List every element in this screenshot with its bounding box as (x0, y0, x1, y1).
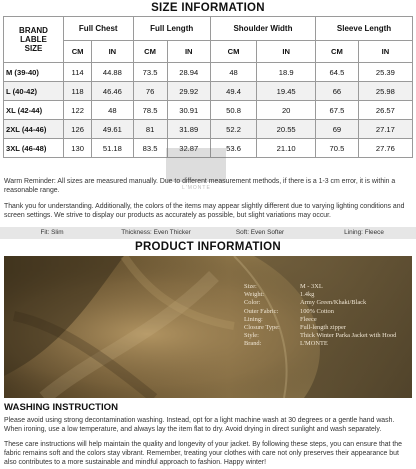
size-value-cell: 66 (316, 82, 359, 101)
spec-row (244, 283, 412, 291)
size-value-cell: 67.5 (316, 101, 359, 120)
size-table (3, 16, 413, 158)
spec-value: Fleece (300, 315, 317, 323)
feature-bar (0, 227, 416, 239)
size-label: 3XL (46-48) (4, 139, 64, 158)
size-value-cell: 64.5 (316, 63, 359, 82)
brand-label-size-header: BRAND LABLE SIZE (4, 17, 64, 63)
spec-value: L'MONTE (300, 340, 328, 348)
size-value-cell: 25.98 (358, 82, 412, 101)
size-value-cell: 32.87 (167, 139, 210, 158)
spec-value: 1.4kg (300, 291, 315, 299)
warm-reminder-text: Warm Reminder: All sizes are measured manually. Due to different measurement methods, if there is a 1-3 cm error, it is within a reasonable range. (4, 178, 396, 194)
unit-in: IN (167, 41, 210, 63)
size-value-cell: 73.5 (133, 63, 167, 82)
size-value-cell: 52.2 (210, 120, 256, 139)
size-value-cell: 48 (210, 63, 256, 82)
unit-cm: CM (133, 41, 167, 63)
spec-key: Lining: (244, 315, 263, 323)
size-row (4, 82, 413, 101)
size-value-cell: 53.6 (210, 139, 256, 158)
size-value-cell: 114 (64, 63, 92, 82)
size-value-cell: 78.5 (133, 101, 167, 120)
size-row (4, 101, 413, 120)
size-value-cell: 18.9 (257, 63, 316, 82)
size-value-cell: 50.8 (210, 101, 256, 120)
size-value-cell: 130 (64, 139, 92, 158)
washing-instruction-title: WASHING INSTRUCTION (4, 402, 119, 413)
size-label: L (40-42) (4, 82, 64, 101)
size-value-cell: 49.4 (210, 82, 256, 101)
size-label: XL (42-44) (4, 101, 64, 120)
size-value-cell: 25.39 (358, 63, 412, 82)
size-value-cell: 46.46 (92, 82, 133, 101)
spec-key: Weight: (244, 291, 265, 299)
size-label: M (39-40) (4, 63, 64, 82)
feature-soft: Soft: Even Softer (235, 229, 285, 236)
spec-row (244, 324, 412, 332)
size-row (4, 63, 413, 82)
product-information-title: PRODUCT INFORMATION (134, 241, 282, 253)
size-value-cell: 49.61 (92, 120, 133, 139)
fleece-lining-photo (4, 256, 412, 398)
unit-in: IN (257, 41, 316, 63)
thanks-note-text: Thank you for understanding. Additionally, the colors of the items may appear slightly different due to varying lighting conditions and screen settings. We strive to display our products as accurately as possible, but slight variations may occur. (4, 203, 405, 219)
spec-key: Closure Type: (244, 324, 280, 332)
unit-cm: CM (64, 41, 92, 63)
size-value-cell: 81 (133, 120, 167, 139)
watermark-logo: L'MONTE (166, 148, 226, 182)
spec-key: Size: (244, 283, 257, 290)
unit-in: IN (358, 41, 412, 63)
unit-in: IN (92, 41, 133, 63)
spec-key: Brand: (244, 340, 262, 348)
shoulder-width-header: Shoulder Width (210, 17, 315, 41)
spec-value: M - 3XL (300, 283, 323, 290)
spec-row (244, 340, 412, 348)
size-value-cell: 31.89 (167, 120, 210, 139)
size-value-cell: 20 (257, 101, 316, 120)
unit-cm: CM (210, 41, 256, 63)
size-value-cell: 83.5 (133, 139, 167, 158)
spec-key: Color: (244, 299, 261, 307)
size-value-cell: 126 (64, 120, 92, 139)
size-value-cell: 69 (316, 120, 359, 139)
size-value-cell: 20.55 (257, 120, 316, 139)
size-value-cell: 122 (64, 101, 92, 120)
spec-value: 100% Cotton (300, 307, 334, 315)
spec-row (244, 316, 412, 324)
product-spec-list (244, 283, 412, 349)
size-value-cell: 44.88 (92, 63, 133, 82)
spec-row (244, 332, 412, 340)
size-value-cell: 21.10 (257, 139, 316, 158)
size-row (4, 120, 413, 139)
size-information-title: SIZE INFORMATION (151, 2, 265, 14)
full-chest-header: Full Chest (64, 17, 134, 41)
spec-row (244, 291, 412, 299)
size-value-cell: 27.17 (358, 120, 412, 139)
size-value-cell: 27.76 (358, 139, 412, 158)
sleeve-length-header: Sleeve Length (316, 17, 413, 41)
feature-lining: Lining: Fleece (344, 229, 384, 236)
size-value-cell: 19.45 (257, 82, 316, 101)
feature-fit: Fit: Slim (40, 229, 64, 236)
spec-value: Army Green/Khaki/Black (300, 299, 367, 307)
size-value-cell: 48 (92, 101, 133, 120)
spec-value: Full-length zipper (300, 324, 346, 332)
spec-key: Style: (244, 332, 259, 340)
washing-paragraph-1: Please avoid using strong decontamination washing. Instead, opt for a light machine wash at 30 degrees or a gentle hand wash. When ironing, use a low temperature, and always lay the item flat to dry. Avoid drying in direct sunlight and wash separately. (4, 417, 395, 433)
unit-cm: CM (316, 41, 359, 63)
size-value-cell: 29.92 (167, 82, 210, 101)
spec-row (244, 299, 412, 307)
size-label: 2XL (44-46) (4, 120, 64, 139)
full-length-header: Full Length (133, 17, 210, 41)
size-value-cell: 28.94 (167, 63, 210, 82)
size-value-cell: 30.91 (167, 101, 210, 120)
spec-row (244, 308, 412, 316)
size-value-cell: 26.57 (358, 101, 412, 120)
size-value-cell: 76 (133, 82, 167, 101)
size-value-cell: 118 (64, 82, 92, 101)
washing-paragraph-2: These care instructions will help maintain the quality and longevity of your jacket. By following these steps, you can ensure that the fabric remains soft and the colors stay vibrant. Remember, treating your clothes with care not only preserves their appearance but also contributes to a more sustainable and mindful approach to fashion. Happy winter! (4, 441, 402, 466)
feature-thickness: Thickness: Even Thicker (121, 229, 191, 236)
spec-key: Outer Fabric: (244, 307, 279, 315)
size-row (4, 139, 413, 158)
size-value-cell: 70.5 (316, 139, 359, 158)
size-value-cell: 51.18 (92, 139, 133, 158)
spec-value: Thick Winter Parka Jacket with Hood (300, 332, 397, 340)
